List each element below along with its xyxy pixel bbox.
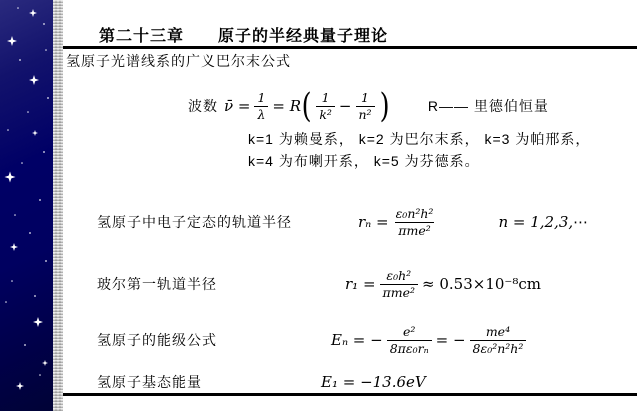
wave-number-formula-row bbox=[188, 84, 549, 128]
open-paren: ( bbox=[301, 85, 312, 126]
energy-lhs: Eₙ = − bbox=[331, 331, 383, 349]
page-title: 第二十三章 原子的半经典量子理论 bbox=[99, 28, 389, 45]
energy-fraction-1 bbox=[387, 324, 432, 356]
ground-state-value: E₁ = −13.6eV bbox=[321, 373, 426, 391]
fraction-denominator: πme² bbox=[395, 222, 433, 239]
fraction-denominator: 8πε₀rₙ bbox=[387, 340, 432, 357]
minus-sign: − bbox=[338, 97, 352, 115]
orbit-radius-row bbox=[97, 201, 588, 243]
fraction-denominator: 8ε₀²n²h² bbox=[470, 340, 527, 357]
fraction-numerator: ε₀n²h² bbox=[395, 205, 434, 221]
wave-mid: = R bbox=[272, 97, 302, 115]
rydberg-constant-note: R—— 里德伯恒量 bbox=[427, 98, 549, 114]
orbit-fraction bbox=[393, 206, 437, 238]
bohr-radius-label: 玻尔第一轨道半径 bbox=[97, 276, 217, 292]
close-paren: ) bbox=[379, 85, 390, 126]
fraction-one-over-lambda bbox=[254, 90, 268, 122]
wave-lhs: ν̄ = bbox=[224, 97, 251, 115]
section-subtitle: 氢原子光谱线系的广义巴尔末公式 bbox=[66, 53, 291, 69]
fraction-numerator: ε₀h² bbox=[386, 267, 412, 283]
fraction-numerator: 1 bbox=[361, 89, 369, 105]
fraction-denominator: πme² bbox=[380, 284, 418, 301]
fraction-denominator: n² bbox=[356, 106, 375, 123]
bohr-approx-value: ≈ 0.53×10⁻⁸cm bbox=[422, 275, 541, 293]
fraction-numerator: 1 bbox=[321, 89, 330, 105]
starfield-sidebar bbox=[0, 0, 53, 411]
stars-graphic bbox=[0, 0, 53, 411]
bohr-radius-row bbox=[97, 263, 541, 305]
energy-fraction-2 bbox=[470, 324, 527, 356]
wave-label: 波数 bbox=[188, 98, 218, 114]
sidebar-edge-strip bbox=[53, 0, 63, 411]
energy-level-row bbox=[97, 316, 530, 364]
title-divider bbox=[63, 46, 637, 49]
n-range: n = 1,2,3,⋯ bbox=[498, 213, 589, 231]
energy-level-label: 氢原子的能级公式 bbox=[97, 332, 217, 348]
fraction-numerator: e² bbox=[402, 323, 416, 339]
ground-state-label: 氢原子基态能量 bbox=[97, 374, 202, 390]
fraction-numerator: 1 bbox=[257, 89, 266, 105]
orbit-radius-label: 氢原子中电子定态的轨道半径 bbox=[97, 214, 292, 230]
bohr-lhs: r₁ = bbox=[345, 275, 376, 293]
series-line-2: k=4 为布喇开系， k=5 为芬德系。 bbox=[248, 153, 480, 169]
series-line-1: k=1 为赖曼系， k=2 为巴尔末系， k=3 为帕邢系， bbox=[248, 131, 591, 147]
fraction-denominator: λ bbox=[254, 106, 268, 123]
energy-mid: = − bbox=[435, 331, 466, 349]
fraction-denominator: k² bbox=[316, 106, 335, 123]
ground-state-row bbox=[97, 372, 426, 392]
bohr-fraction bbox=[380, 268, 418, 300]
bottom-divider bbox=[63, 393, 637, 396]
fraction-one-over-n2 bbox=[356, 90, 375, 122]
fraction-numerator: me⁴ bbox=[485, 323, 511, 339]
fraction-one-over-k2 bbox=[316, 90, 335, 122]
orbit-lhs: rₙ = bbox=[358, 213, 389, 231]
